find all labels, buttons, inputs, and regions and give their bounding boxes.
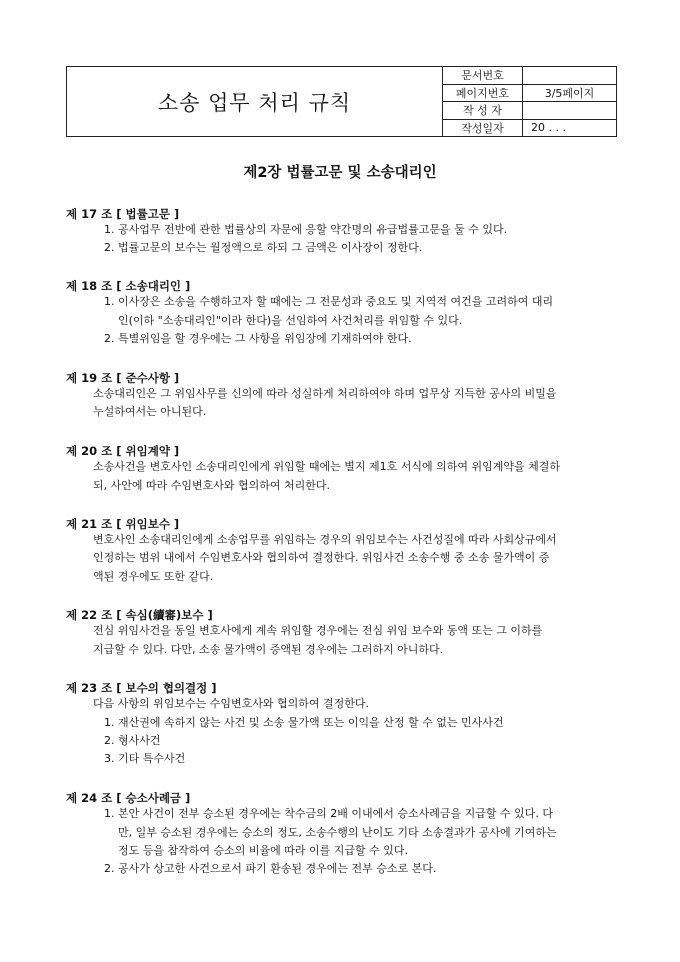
article-23-line-1: 다음 사항의 위임보수는 수임변호사와 협의하여 결정한다. bbox=[93, 697, 370, 710]
author-value bbox=[523, 102, 617, 120]
page-number-label: 페이지번호 bbox=[443, 84, 523, 102]
article-22-heading: 제 22 조 [ 속심(續審)보수 ] bbox=[66, 608, 213, 622]
article-21-line-1: 변호사인 소송대리인에게 소송업무를 위임하는 경우의 위임보수는 사건성질에 따라 사회상규에서 bbox=[93, 533, 557, 546]
page-number-value: 3/5페이지 bbox=[523, 84, 617, 102]
doc-number-value bbox=[523, 67, 617, 85]
article-20-line-2: 되, 사안에 따라 수임변호사와 협의하여 처리한다. bbox=[93, 479, 330, 492]
article-18-line-1: 1. 이사장은 소송을 수행하고자 할 때에는 그 전문성과 중요도 및 지역적 여건을 고려하여 대리 bbox=[104, 295, 554, 308]
article-18-line-2: 인(이하 "소송대리인"이라 한다)을 선임하여 사건처리를 위임할 수 있다. bbox=[118, 314, 463, 327]
article-22-line-2: 지급할 수 있다. 다만, 소송 물가액이 증액된 경우에는 그러하지 아니하다. bbox=[93, 643, 444, 656]
article-21-heading: 제 21 조 [ 위임보수 ] bbox=[66, 517, 180, 531]
article-24-line-3: 정도 등을 참작하여 승소의 비율에 따라 이를 지급할 수 있다. bbox=[118, 844, 408, 857]
document-header-table bbox=[66, 66, 617, 137]
article-24-heading: 제 24 조 [ 승소사례금 ] bbox=[66, 791, 191, 805]
article-23-line-3: 2. 형사사건 bbox=[104, 734, 161, 747]
chapter-title: 제2장 법률고문 및 소송대리인 bbox=[243, 165, 437, 181]
article-23-line-2: 1. 재산권에 속하지 않는 사건 및 소송 물가액 또는 이익을 산정 할 수 없는 민사사건 bbox=[104, 716, 504, 729]
article-21-line-3: 액된 경우에도 또한 같다. bbox=[93, 570, 214, 583]
author-label: 작 성 자 bbox=[443, 102, 523, 120]
article-17-heading: 제 17 조 [ 법률고문 ] bbox=[66, 207, 180, 221]
article-17-line-2: 2. 법률고문의 보수는 월정액으로 하되 그 금액은 이사장이 정한다. bbox=[104, 241, 423, 254]
article-19-heading: 제 19 조 [ 준수사항 ] bbox=[66, 371, 180, 385]
article-17-line-1: 1. 공사업무 전반에 관한 법률상의 자문에 응할 약간명의 유급법률고문을 둘 수 있다. bbox=[104, 223, 508, 236]
article-19-line-2: 누설하여서는 아니된다. bbox=[93, 405, 207, 418]
article-23-heading: 제 23 조 [ 보수의 협의결정 ] bbox=[66, 681, 217, 695]
article-21-line-2: 인정하는 범위 내에서 수임변호사와 협의하여 결정한다. 위임사건 소송수행 중 소송 물가액이 증 bbox=[93, 551, 550, 564]
date-value: 20 . . . bbox=[523, 119, 617, 137]
article-19-line-1: 소송대리인은 그 위임사무를 신의에 따라 성실하게 처리하여야 하며 업무상 지득한 공사의 비밀을 bbox=[93, 387, 557, 400]
article-24-line-2: 만, 일부 승소된 경우에는 승소의 정도, 소송수행의 난이도 기타 소송결과가 공사에 기여하는 bbox=[118, 826, 557, 839]
article-18-line-3: 2. 특별위임을 할 경우에는 그 사항을 위임장에 기재하여야 한다. bbox=[104, 332, 412, 345]
document-title: 소송 업무 처리 규칙 bbox=[67, 67, 443, 137]
article-20-line-1: 소송사건을 변호사인 소송대리인에게 위임할 때에는 별지 제1호 서식에 의하여 위임계약을 체결하 bbox=[93, 460, 561, 473]
article-24-line-4: 2. 공사가 상고한 사건으로서 파기 환송된 경우에는 전부 승소로 본다. bbox=[104, 862, 437, 875]
date-label: 작성일자 bbox=[443, 119, 523, 137]
article-24-line-1: 1. 본안 사건이 전부 승소된 경우에는 착수금의 2배 이내에서 승소사례금을 지급할 수 있다. 다 bbox=[104, 807, 553, 820]
article-22-line-1: 전심 위임사건을 동일 변호사에게 계속 위임할 경우에는 전심 위임 보수와 동액 또는 그 이하를 bbox=[93, 624, 543, 637]
article-20-heading: 제 20 조 [ 위임계약 ] bbox=[66, 444, 180, 458]
article-18-heading: 제 18 조 [ 소송대리인 ] bbox=[66, 279, 191, 293]
doc-number-label: 문서번호 bbox=[443, 67, 523, 85]
article-23-line-4: 3. 기타 특수사건 bbox=[104, 752, 186, 765]
